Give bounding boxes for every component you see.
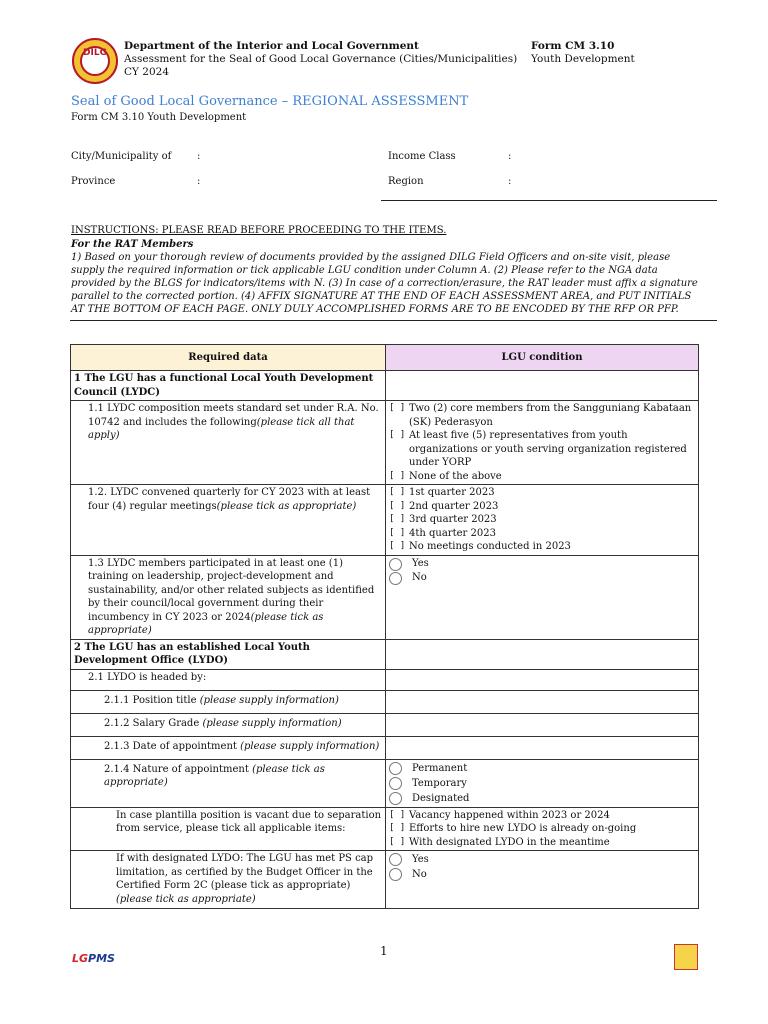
row-2-1-3 — [71, 736, 699, 759]
instructions-heading: INSTRUCTIONS: PLEASE READ BEFORE PROCEEDING TO THE ITEMS. — [71, 225, 447, 236]
assessment-table — [70, 344, 699, 909]
radio-circle-icon[interactable] — [389, 572, 402, 585]
row-1-3 — [71, 555, 699, 639]
page-number: 1 — [380, 944, 388, 958]
checkbox-option[interactable]: [ ] Efforts to hire new LYDO is already on-going — [389, 823, 637, 834]
cond-1-2 — [386, 485, 699, 556]
req-designated: If with designated LYDO: The LGU has met PS cap limitation, as certified by the Budget Officer in the Certified Form 2C (please tick as appropriate)(please tick as appropriate) — [71, 851, 386, 909]
checkbox-option[interactable]: [ ] None of the above — [389, 470, 502, 482]
radio-circle-icon[interactable] — [389, 558, 402, 571]
form-code: Form CM 3.10 — [531, 40, 615, 52]
req-2-1: 2.1 LYDO is headed by: — [71, 669, 386, 690]
cond-1-1 — [386, 401, 699, 485]
radio-circle-icon[interactable] — [389, 868, 402, 881]
req-2-1-3: 2.1.3 Date of appointment (please supply information) — [71, 736, 386, 759]
cond-vacancy — [386, 807, 699, 851]
input-date-appointment[interactable] — [386, 736, 699, 759]
header-required-data: Required data — [71, 345, 386, 371]
province-label: Province — [71, 176, 116, 187]
cond-2-1-4 — [386, 759, 699, 807]
checkbox-option[interactable]: [ ] At least five (5) representatives from youth organizations or youth serving organization registered under YORP — [389, 430, 687, 468]
region-colon: : — [508, 176, 512, 187]
checkbox-option[interactable]: [ ] No meetings conducted in 2023 — [389, 541, 571, 552]
cy-label: CY 2024 — [124, 66, 170, 78]
city-colon: : — [197, 151, 201, 162]
row-1-1 — [71, 401, 699, 485]
section-1-title: 1 The LGU has a functional Local Youth Development Council (LYDC) — [71, 371, 386, 401]
income-class-label: Income Class — [388, 151, 456, 162]
input-position-title[interactable] — [386, 690, 699, 713]
input-salary-grade[interactable] — [386, 713, 699, 736]
req-1-3: 1.3 LYDC members participated in at least one (1) training on leadership, project-development and sustainability, and/or other related subjects as identified by their council/local government during their incumbency in CY 2023 or 2024(please tick as appropriate) — [71, 555, 386, 639]
for-rat-members: For the RAT Members — [71, 239, 194, 250]
checkbox-option[interactable]: [ ] With designated LYDO in the meantime — [389, 836, 610, 848]
cond-designated — [386, 851, 699, 909]
instructions-divider — [70, 320, 717, 321]
radio-no[interactable]: No — [389, 867, 695, 882]
req-vacancy: In case plantilla position is vacant due to separation from service, please tick all applicable items: — [71, 807, 386, 851]
checkbox-option[interactable]: [ ] Two (2) core members from the Sangguniang Kabataan (SK) Pederasyon — [389, 403, 692, 428]
checkbox-option[interactable]: [ ] 1st quarter 2023 — [389, 487, 495, 498]
section-2-empty — [386, 639, 699, 669]
row-2-1-4 — [71, 759, 699, 807]
lgpms-logo: LGPMS — [72, 952, 115, 965]
req-2-1-4: 2.1.4 Nature of appointment (please tick as appropriate) — [71, 759, 386, 807]
city-label: City/Municipality of — [71, 151, 172, 162]
sglg-logo — [674, 944, 698, 970]
row-1-2 — [71, 485, 699, 556]
radio-temporary[interactable]: Temporary — [389, 776, 695, 791]
checkbox-option[interactable]: [ ] 4th quarter 2023 — [389, 527, 496, 539]
assessment-title: Assessment for the Seal of Good Local Governance (Cities/Municipalities) — [124, 53, 518, 65]
radio-circle-icon[interactable] — [389, 777, 402, 790]
section-2-row — [71, 639, 699, 669]
radio-yes[interactable]: Yes — [389, 557, 695, 571]
cond-1-3 — [386, 555, 699, 639]
row-2-1-2 — [71, 713, 699, 736]
province-colon: : — [197, 176, 201, 187]
cond-2-1[interactable] — [386, 669, 699, 690]
row-2-1-1 — [71, 690, 699, 713]
radio-circle-icon[interactable] — [389, 762, 402, 775]
section-1-row — [71, 371, 699, 401]
row-2-1 — [71, 669, 699, 690]
fields-divider — [381, 200, 717, 201]
section-2-title: 2 The LGU has an established Local Youth Development Office (LYDO) — [71, 639, 386, 669]
req-2-1-2: 2.1.2 Salary Grade (please supply information) — [71, 713, 386, 736]
page-subtitle: Form CM 3.10 Youth Development — [71, 112, 247, 123]
radio-no[interactable]: No — [389, 571, 695, 585]
radio-yes[interactable]: Yes — [389, 852, 695, 867]
checkbox-option[interactable]: [ ] 2nd quarter 2023 — [389, 500, 499, 512]
radio-permanent[interactable]: Permanent — [389, 761, 695, 776]
req-2-1-1: 2.1.1 Position title (please supply information) — [71, 690, 386, 713]
checkbox-option[interactable]: [ ] Vacancy happened within 2023 or 2024 — [389, 809, 610, 821]
radio-designated[interactable]: Designated — [389, 791, 695, 806]
department-name: Department of the Interior and Local Government — [124, 40, 419, 52]
header-lgu-condition: LGU condition — [386, 345, 699, 371]
radio-circle-icon[interactable] — [389, 792, 402, 805]
section-1-empty — [386, 371, 699, 401]
region-label: Region — [388, 176, 424, 187]
req-1-2: 1.2. LYDC convened quarterly for CY 2023 with at least four (4) regular meetings(please tick as appropriate) — [71, 485, 386, 556]
req-1-1: 1.1 LYDC composition meets standard set under R.A. No. 10742 and includes the following(please tick all that apply) — [71, 401, 386, 485]
row-designated — [71, 851, 699, 909]
row-vacancy — [71, 807, 699, 851]
instructions-body: 1) Based on your thorough review of documents provided by the assigned DILG Field Officers and on-site visit, please supply the required information or tick applicable LGU condition under Column A. (2) Please refer to the NGA data provided by the BLGS for indicators/items with N. (3) In case of a correction/erasure, the RAT leader must affix a signature parallel to the corrected portion. (4) AFFIX SIGNATURE AT THE END OF EACH ASSESSMENT AREA, and PUT INITIALS AT THE BOTTOM OF EACH PAGE. ONLY DULY ACCOMPLISHED FORMS ARE TO BE ENCODED BY THE RFP OR PFP. — [71, 252, 698, 315]
form-area: Youth Development — [531, 53, 635, 65]
checkbox-option[interactable]: [ ] 3rd quarter 2023 — [389, 514, 497, 525]
radio-circle-icon[interactable] — [389, 853, 402, 866]
dilg-logo-text: DILG — [83, 48, 107, 58]
page-title: Seal of Good Local Governance – REGIONAL ASSESSMENT — [71, 94, 469, 109]
dilg-seal-logo — [72, 38, 118, 84]
income-colon: : — [508, 151, 512, 162]
